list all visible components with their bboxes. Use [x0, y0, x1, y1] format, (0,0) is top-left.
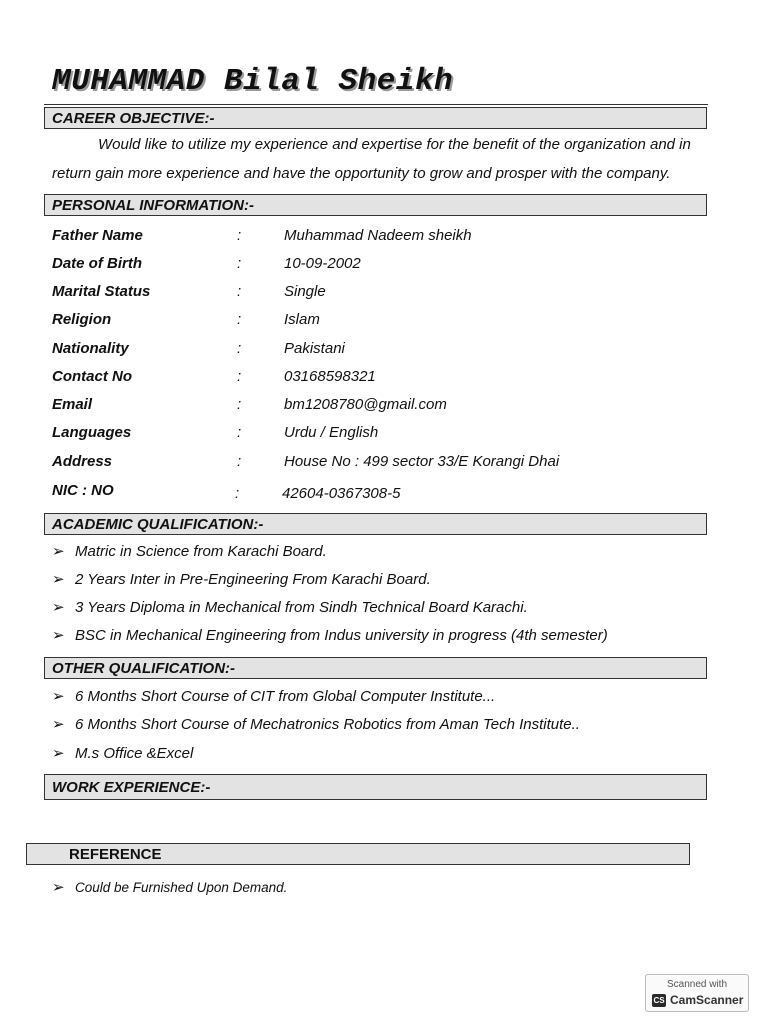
- academic-item-text: 3 Years Diploma in Mechanical from Sindh Technical Board Karachi.: [75, 599, 528, 616]
- section-title: REFERENCE: [69, 846, 162, 863]
- info-label: Languages: [52, 424, 132, 441]
- other-item-text: 6 Months Short Course of Mechatronics Robotics from Aman Tech Institute..: [75, 716, 580, 733]
- info-value: Urdu / English: [284, 424, 379, 441]
- info-colon: :: [237, 424, 242, 441]
- info-value: bm1208780@gmail.com: [284, 396, 447, 413]
- academic-item: [52, 568, 712, 592]
- info-label: Religion: [52, 311, 112, 328]
- info-label: Marital Status: [52, 283, 151, 300]
- info-row-contact-no: [52, 365, 712, 389]
- section-title: ACADEMIC QUALIFICATION:-: [52, 516, 264, 533]
- bullet-arrow-icon: ➢: [52, 627, 65, 644]
- info-value: 03168598321: [284, 368, 376, 385]
- bullet-arrow-icon: ➢: [52, 716, 65, 733]
- section-career-objective: [44, 107, 707, 129]
- bullet-arrow-icon: ➢: [52, 745, 65, 762]
- info-colon: :: [237, 283, 242, 300]
- section-title: OTHER QUALIFICATION:-: [52, 660, 236, 677]
- info-colon: :: [237, 368, 242, 385]
- info-row-languages: [52, 421, 712, 445]
- applicant-name: MUHAMMAD Bilal Sheikh: [52, 64, 454, 99]
- info-label: Address: [52, 453, 113, 470]
- info-label: Date of Birth: [52, 255, 142, 272]
- info-label: Father Name: [52, 227, 143, 244]
- info-value: 10-09-2002: [284, 255, 361, 272]
- section-title: PERSONAL INFORMATION:-: [52, 197, 254, 214]
- section-personal-information: [44, 194, 707, 216]
- section-other-qualification: [44, 657, 707, 679]
- info-colon: :: [237, 340, 242, 357]
- info-value: Islam: [284, 311, 320, 328]
- other-item: [52, 742, 712, 766]
- info-row-religion: [52, 308, 712, 332]
- academic-item-text: 2 Years Inter in Pre-Engineering From Karachi Board.: [75, 571, 431, 588]
- bullet-arrow-icon: ➢: [52, 543, 65, 560]
- academic-item-text: BSC in Mechanical Engineering from Indus university in progress (4th semester): [75, 627, 608, 644]
- section-reference: [26, 843, 690, 865]
- info-row-date-of-birth: [52, 252, 712, 276]
- other-item-text: M.s Office &Excel: [75, 745, 194, 762]
- info-row-nic-no: [52, 479, 712, 503]
- section-work-experience: [44, 774, 707, 800]
- info-value: Pakistani: [284, 340, 345, 357]
- bullet-arrow-icon: ➢: [52, 879, 65, 896]
- info-colon: :: [237, 396, 242, 413]
- academic-item: [52, 624, 712, 648]
- bullet-arrow-icon: ➢: [52, 571, 65, 588]
- reference-item: [52, 876, 712, 900]
- info-value: 42604-0367308-5: [282, 485, 401, 502]
- camscanner-watermark: [645, 974, 749, 1012]
- camscanner-logo-icon: CS: [653, 996, 665, 1005]
- header-rule: [44, 104, 708, 105]
- info-colon: :: [237, 227, 242, 244]
- info-row-nationality: [52, 337, 712, 361]
- section-academic-qualification: [44, 513, 707, 535]
- reference-item-text: Could be Furnished Upon Demand.: [75, 880, 288, 895]
- info-colon: :: [237, 311, 242, 328]
- career-objective-text: Would like to utilize my experience and expertise for the benefit of the organization and in return gain more experience and have the opportunity to grow and prosper with the company.: [52, 136, 691, 182]
- other-item: [52, 713, 712, 737]
- section-title: WORK EXPERIENCE:-: [52, 779, 211, 796]
- info-value: Muhammad Nadeem sheikh: [284, 227, 472, 244]
- info-colon: :: [235, 485, 240, 502]
- info-value: Single: [284, 283, 326, 300]
- camscanner-brand: CamScanner: [670, 993, 744, 1007]
- info-label: NIC : NO: [52, 482, 114, 499]
- info-row-marital-status: [52, 280, 712, 304]
- scanned-with-label: Scanned with: [666, 979, 728, 990]
- info-colon: :: [237, 255, 242, 272]
- info-row-address: [52, 450, 712, 474]
- info-colon: :: [237, 453, 242, 470]
- info-label: Nationality: [52, 340, 129, 357]
- section-title: CAREER OBJECTIVE:-: [52, 110, 215, 127]
- info-row-father-name: [52, 224, 712, 248]
- info-label: Email: [52, 396, 93, 413]
- bullet-arrow-icon: ➢: [52, 688, 65, 705]
- academic-item-text: Matric in Science from Karachi Board.: [75, 543, 327, 560]
- other-item: [52, 685, 712, 709]
- academic-item: [52, 540, 712, 564]
- academic-item: [52, 596, 712, 620]
- info-row-email: [52, 393, 712, 417]
- info-value: House No : 499 sector 33/E Korangi Dhai: [284, 453, 560, 470]
- bullet-arrow-icon: ➢: [52, 599, 65, 616]
- other-item-text: 6 Months Short Course of CIT from Global Computer Institute...: [75, 688, 496, 705]
- info-label: Contact No: [52, 368, 132, 385]
